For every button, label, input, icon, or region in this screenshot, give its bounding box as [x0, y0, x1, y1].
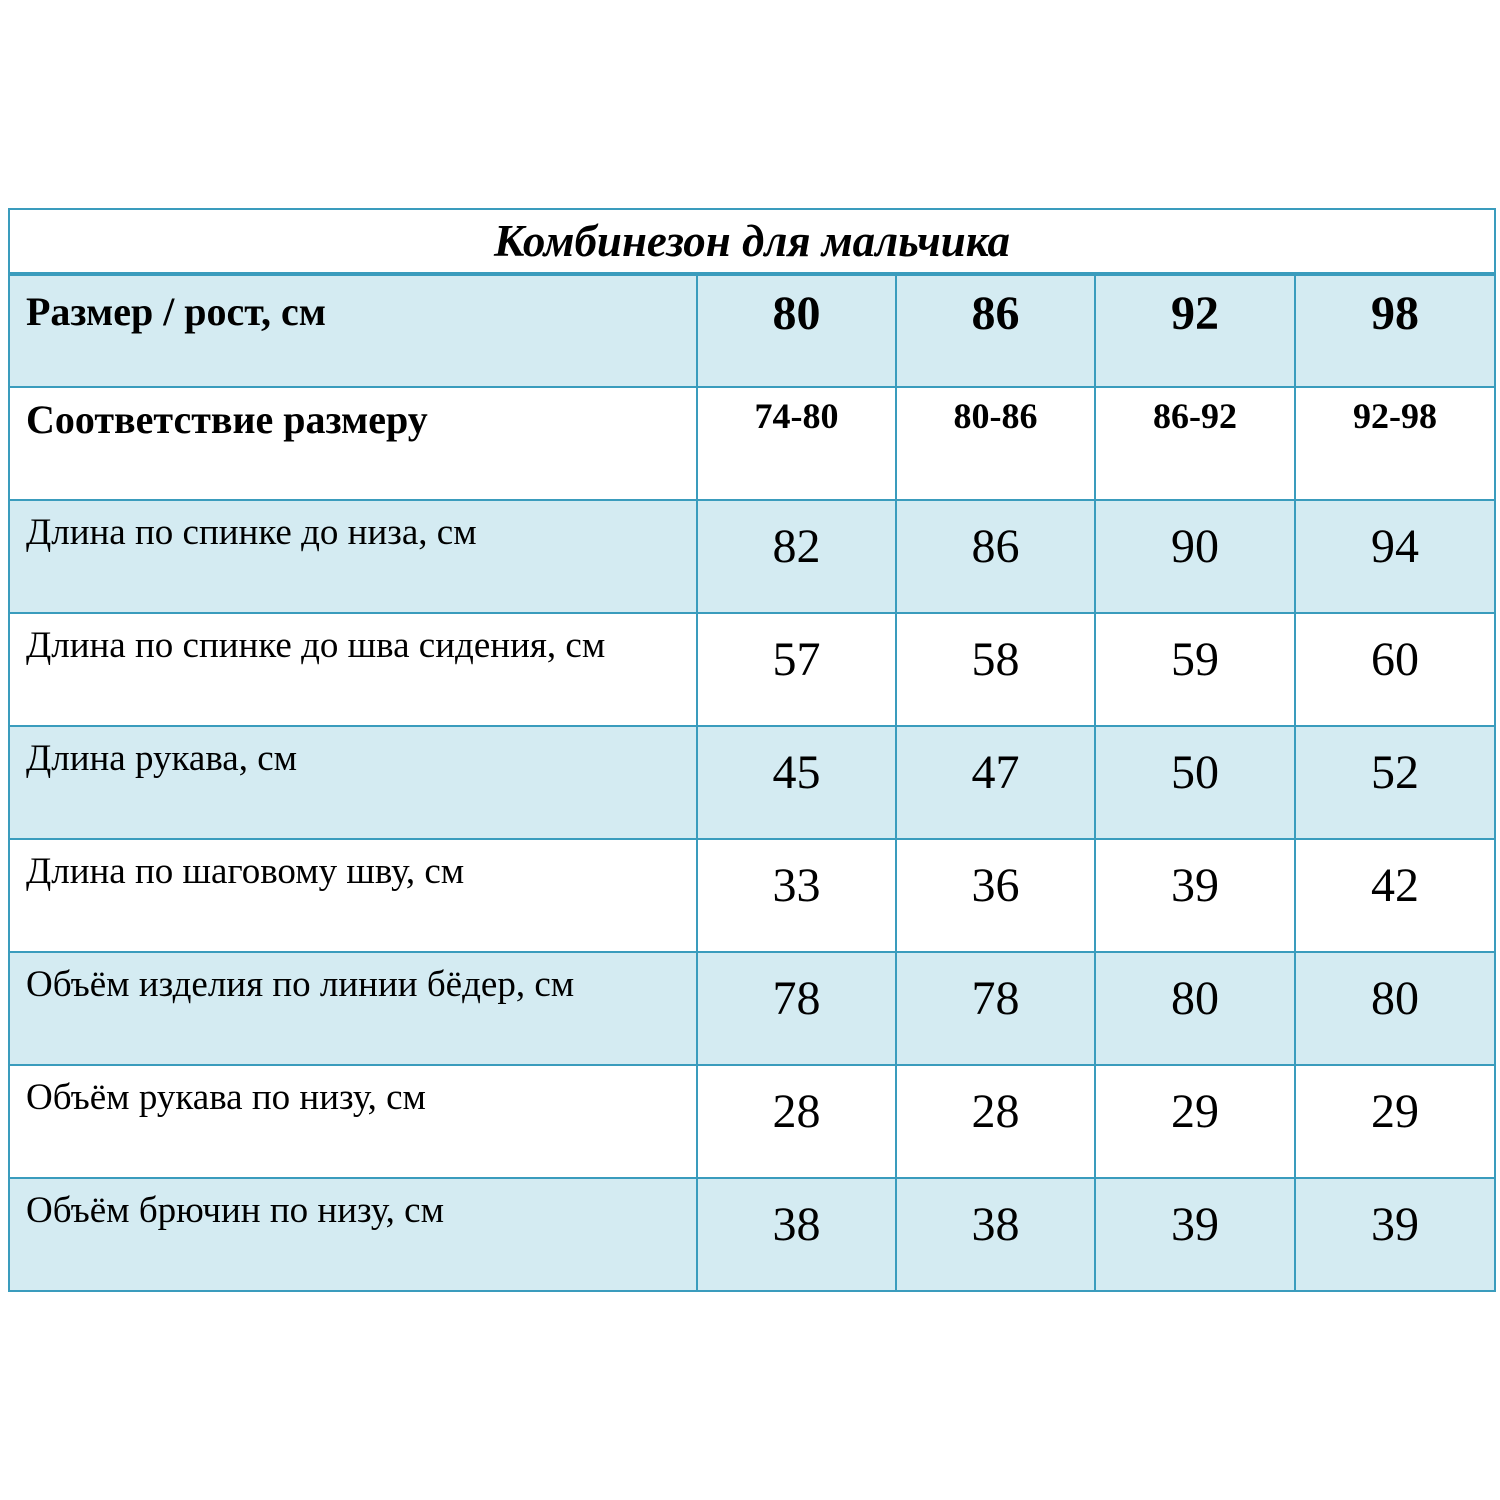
measurement-value: 59 — [1095, 613, 1295, 726]
measurement-value: 52 — [1295, 726, 1495, 839]
table-row — [9, 613, 1495, 726]
size-header-label: Размер / рост, см — [9, 274, 697, 387]
size-fit-range: 80-86 — [896, 387, 1095, 500]
measurement-value: 57 — [697, 613, 896, 726]
measurement-value: 78 — [896, 952, 1095, 1065]
measurement-value: 42 — [1295, 839, 1495, 952]
measurement-value: 94 — [1295, 500, 1495, 613]
table-title: Комбинезон для мальчика — [9, 209, 1495, 274]
table-row — [9, 726, 1495, 839]
size-header-value: 86 — [896, 274, 1095, 387]
size-header-row — [9, 274, 1495, 387]
measurement-value: 29 — [1095, 1065, 1295, 1178]
measurement-label: Объём изделия по линии бёдер, см — [9, 952, 697, 1065]
measurement-label: Длина по шаговому шву, см — [9, 839, 697, 952]
measurement-value: 36 — [896, 839, 1095, 952]
measurement-value: 60 — [1295, 613, 1495, 726]
size-fit-row — [9, 387, 1495, 500]
measurement-label: Длина рукава, см — [9, 726, 697, 839]
table-row — [9, 1065, 1495, 1178]
measurement-value: 78 — [697, 952, 896, 1065]
measurement-value: 45 — [697, 726, 896, 839]
measurement-value: 28 — [896, 1065, 1095, 1178]
size-fit-label: Соответствие размеру — [9, 387, 697, 500]
measurement-value: 47 — [896, 726, 1095, 839]
table-row — [9, 500, 1495, 613]
title-row — [9, 209, 1495, 274]
measurement-value: 28 — [697, 1065, 896, 1178]
size-header-value: 80 — [697, 274, 896, 387]
measurement-value: 82 — [697, 500, 896, 613]
measurement-value: 29 — [1295, 1065, 1495, 1178]
size-header-value: 92 — [1095, 274, 1295, 387]
measurement-label: Длина по спинке до низа, см — [9, 500, 697, 613]
measurement-label: Объём рукава по низу, см — [9, 1065, 697, 1178]
measurement-value: 58 — [896, 613, 1095, 726]
measurement-label: Длина по спинке до шва сидения, см — [9, 613, 697, 726]
measurement-value: 38 — [896, 1178, 1095, 1291]
size-fit-range: 74-80 — [697, 387, 896, 500]
table-row — [9, 1178, 1495, 1291]
measurement-value: 39 — [1295, 1178, 1495, 1291]
measurement-value: 39 — [1095, 1178, 1295, 1291]
size-header-value: 98 — [1295, 274, 1495, 387]
measurement-value: 86 — [896, 500, 1095, 613]
measurement-value: 33 — [697, 839, 896, 952]
table-row — [9, 952, 1495, 1065]
size-fit-range: 92-98 — [1295, 387, 1495, 500]
measurement-value: 39 — [1095, 839, 1295, 952]
measurement-label: Объём брючин по низу, см — [9, 1178, 697, 1291]
measurement-value: 80 — [1295, 952, 1495, 1065]
measurement-value: 50 — [1095, 726, 1295, 839]
size-chart-table — [8, 208, 1496, 1292]
measurement-value: 80 — [1095, 952, 1295, 1065]
measurement-value: 38 — [697, 1178, 896, 1291]
table-row — [9, 839, 1495, 952]
size-fit-range: 86-92 — [1095, 387, 1295, 500]
measurement-value: 90 — [1095, 500, 1295, 613]
